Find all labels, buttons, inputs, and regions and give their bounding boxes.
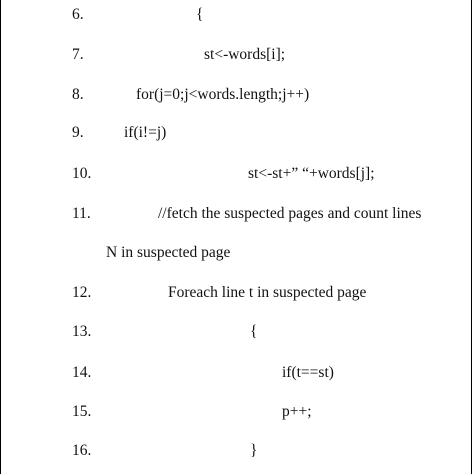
code-text: Foreach line t in suspected page — [168, 284, 367, 301]
code-text: { — [250, 323, 258, 340]
code-line-6 — [0, 6, 474, 28]
code-text: st<-words[i]; — [204, 46, 286, 63]
code-line-15 — [0, 403, 474, 425]
code-text: } — [250, 442, 258, 459]
line-number: 12. — [72, 284, 92, 301]
code-line-11 — [0, 205, 474, 227]
code-text: for(j=0;j<words.length;j++) — [136, 86, 310, 103]
code-text: N in suspected page — [106, 244, 231, 261]
code-line-7 — [0, 46, 474, 68]
line-number: 9. — [72, 124, 84, 141]
code-line-12 — [0, 284, 474, 306]
code-text: if(t==st) — [282, 364, 334, 381]
line-number: 8. — [72, 86, 84, 103]
code-text: //fetch the suspected pages and count lines — [158, 205, 422, 222]
code-line-14 — [0, 364, 474, 386]
code-line-10 — [0, 165, 474, 187]
code-text: if(i!=j) — [124, 124, 167, 141]
line-number: 11. — [72, 205, 91, 222]
code-line-13 — [0, 323, 474, 345]
code-line-8 — [0, 86, 474, 108]
line-number: 6. — [72, 6, 84, 23]
line-number: 10. — [72, 165, 92, 182]
code-text: { — [196, 6, 204, 23]
code-line-9 — [0, 124, 474, 146]
line-number: 14. — [72, 364, 92, 381]
line-number: 16. — [72, 442, 92, 459]
line-number: 7. — [72, 46, 84, 63]
line-number: 13. — [72, 323, 92, 340]
line-number: 15. — [72, 403, 92, 420]
code-line-11-continuation — [0, 244, 474, 266]
code-text: p++; — [282, 403, 312, 420]
code-line-16 — [0, 442, 474, 464]
code-text: st<-st+” “+words[j]; — [248, 165, 375, 182]
